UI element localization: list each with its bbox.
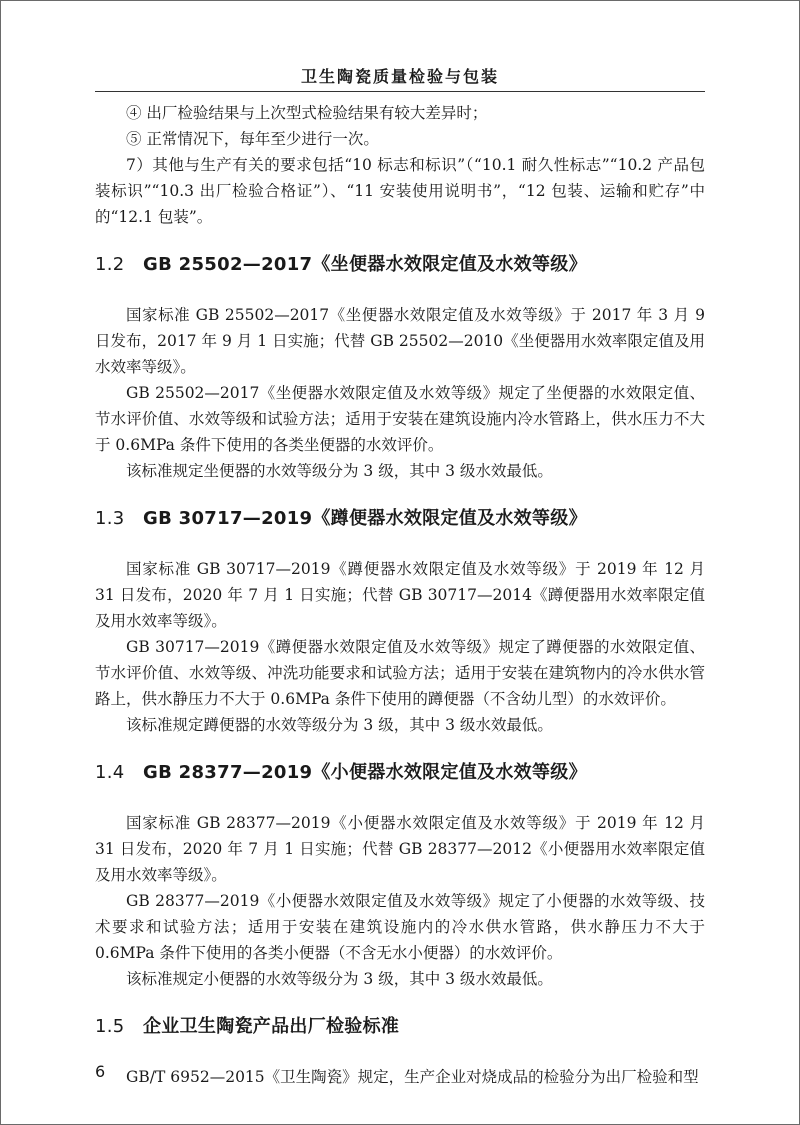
list-item-5: ⑤ 正常情况下，每年至少进行一次。 <box>126 130 379 148</box>
paragraph-other-requirements: 7）其他与生产有关的要求包括“10 标志和标识”（“10.1 耐久性标志”“10.2 产品包装标识”“10.3 出厂检验合格证”）、“11 安装使用说明书”，“12 包装、运输和贮存”中的“12.1 包装”。 <box>95 156 705 226</box>
paragraph: 国家标准 GB 28377—2019《小便器水效限定值及水效等级》于 2019 年 12 月 31 日发布，2020 年 7 月 1 日实施；代替 GB 28377—2012《小便器用水效率限定值及用水效率等级》。 <box>95 814 705 884</box>
paragraph: 国家标准 GB 30717—2019《蹲便器水效限定值及水效等级》于 2019 年 12 月 31 日发布，2020 年 7 月 1 日实施；代替 GB 30717—2014《蹲便器用水效率限定值及用水效率等级》。 <box>95 560 705 630</box>
paragraph: 该标准规定蹲便器的水效等级分为 3 级，其中 3 级水效最低。 <box>126 716 553 734</box>
paragraph: GB 28377—2019《小便器水效限定值及水效等级》规定了小便器的水效等级、技术要求和试验方法；适用于安装在建筑设施内的冷水供水管路，供水静压力不大于 0.6MPa 条件下使用的各类小便器（不含无水小便器）的水效评价。 <box>95 892 705 962</box>
page-body <box>95 100 705 1090</box>
page-number: 6 <box>95 1062 106 1081</box>
section-title: GB 25502—2017《坐便器水效限定值及水效等级》 <box>143 254 587 275</box>
section-number: 1.4 <box>95 762 125 783</box>
header-rule <box>95 91 705 92</box>
paragraph: GB/T 6952—2015《卫生陶瓷》规定，生产企业对烧成品的检验分为出厂检验和型 <box>126 1068 699 1086</box>
paragraph: 该标准规定小便器的水效等级分为 3 级，其中 3 级水效最低。 <box>126 970 553 988</box>
section-heading-1-3 <box>95 506 705 532</box>
section-title: GB 28377—2019《小便器水效限定值及水效等级》 <box>143 762 587 783</box>
paragraph: 该标准规定坐便器的水效等级分为 3 级，其中 3 级水效最低。 <box>126 462 553 480</box>
section-title: GB 30717—2019《蹲便器水效限定值及水效等级》 <box>143 508 587 529</box>
section-title: 企业卫生陶瓷产品出厂检验标准 <box>143 1016 400 1037</box>
section-number: 1.5 <box>95 1016 125 1037</box>
paragraph: GB 25502—2017《坐便器水效限定值及水效等级》规定了坐便器的水效限定值、节水评价值、水效等级和试验方法；适用于安装在建筑设施内冷水管路上，供水压力不大于 0.6MPa 条件下使用的各类坐便器的水效评价。 <box>95 384 705 454</box>
section-heading-1-5 <box>95 1014 705 1040</box>
running-header: 卫生陶瓷质量检验与包装 <box>300 67 499 86</box>
paragraph: 国家标准 GB 25502—2017《坐便器水效限定值及水效等级》于 2017 年 3 月 9 日发布，2017 年 9 月 1 日实施；代替 GB 25502—2010《坐便器用水效率限定值及用水效率等级》。 <box>95 306 705 376</box>
section-heading-1-4 <box>95 760 705 786</box>
list-item-4: ④ 出厂检验结果与上次型式检验结果有较大差异时； <box>126 104 488 122</box>
paragraph: GB 30717—2019《蹲便器水效限定值及水效等级》规定了蹲便器的水效限定值、节水评价值、水效等级、冲洗功能要求和试验方法；适用于安装在建筑物内的冷水供水管路上，供水静压力不大于 0.6MPa 条件下使用的蹲便器（不含幼儿型）的水效评价。 <box>95 638 705 708</box>
section-number: 1.2 <box>95 254 125 275</box>
section-number: 1.3 <box>95 508 125 529</box>
section-heading-1-2 <box>95 252 705 278</box>
